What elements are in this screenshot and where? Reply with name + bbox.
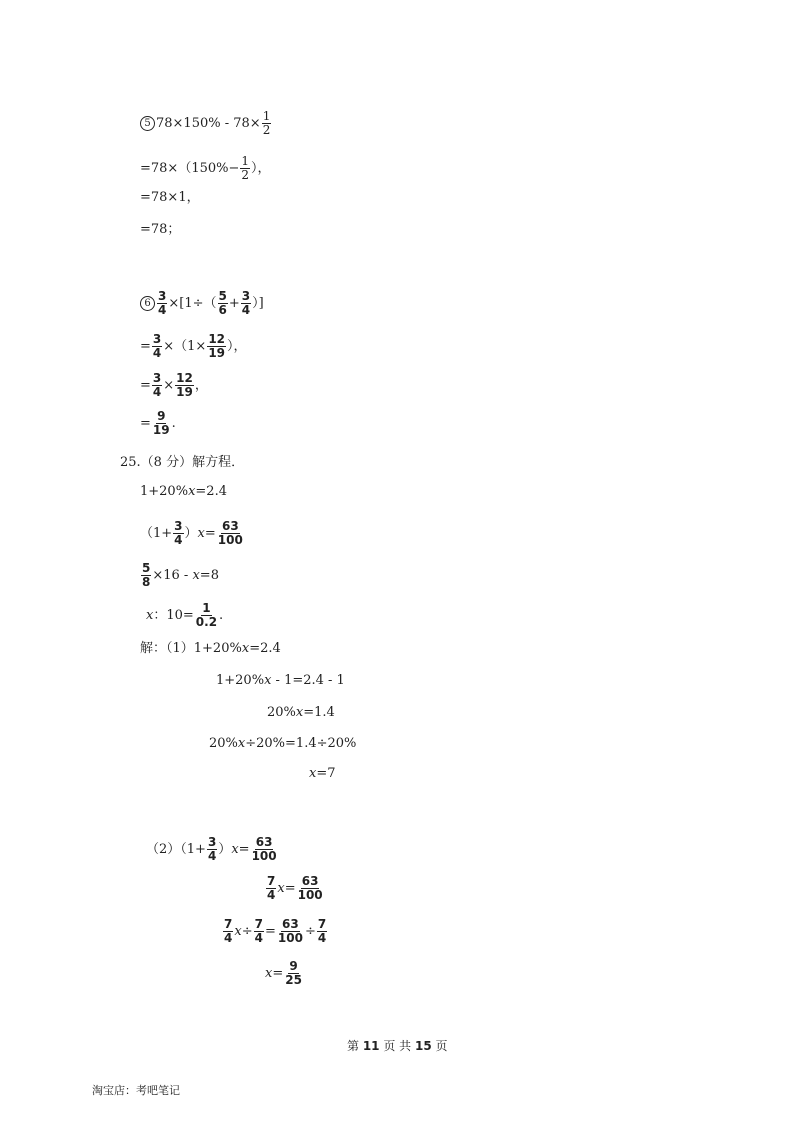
fraction: $\frac{7}{4}$ <box>317 917 327 945</box>
solution-1-line-1: 解：（1）1+20%x=2.4 <box>140 641 281 656</box>
solution-1-line-3: 20%x=1.4 <box>267 705 335 720</box>
equation-3: $\frac{5}{8}$ ×16 - x=8 <box>142 561 219 589</box>
solution-1-line-5: x=7 <box>309 766 336 781</box>
fraction: $\frac{1}{2}$ <box>262 109 271 137</box>
fraction: $\frac{7}{4}$ <box>267 874 276 902</box>
fraction: $\frac{63}{100}$ <box>217 519 243 547</box>
shop-note: 淘宝店：考吧笔记 <box>92 1084 180 1097</box>
solution-1-line-4: 20%x÷20%=1.4÷20% <box>209 736 357 751</box>
p5-line-1: 5 78×150% - 78× $\frac{1}{2}$ <box>140 110 272 137</box>
solution-1-line-2: 1+20%x - 1=2.4 - 1 <box>216 673 345 688</box>
question-25-title: 25.（8 分）解方程． <box>120 455 245 470</box>
fraction: $\frac{9}{19}$ <box>152 409 170 437</box>
circled-number-5: 5 <box>140 116 155 131</box>
solution-2-line-2: $\frac{7}{4}$ x= $\frac{63}{100}$ <box>267 874 323 902</box>
p5-line-2: =78×（150%− $\frac{1}{2}$ ）， <box>140 154 271 182</box>
page-total: 15 <box>414 1039 432 1053</box>
p6-line-1: 6 $\frac{3}{4}$ ×[1÷（ $\frac{5}{6}$ + $\frac{3}{4}$ ）] <box>140 290 264 317</box>
equation-1: 1+20%x=2.4 <box>140 484 227 499</box>
solution-2-line-4: x= $\frac{9}{25}$ <box>265 959 302 987</box>
fraction: $\frac{3}{4}$ <box>152 371 162 399</box>
fraction: $\frac{3}{4}$ <box>152 332 162 360</box>
solution-2-line-3: $\frac{7}{4}$ x÷ $\frac{7}{4}$ = $\frac{63}{100}$ ÷ $\frac{7}{4}$ <box>224 917 327 945</box>
fraction: $\frac{9}{25}$ <box>285 959 302 987</box>
p5-line-4: =78； <box>140 222 181 237</box>
fraction: $\frac{1}{0.2}$ <box>195 601 218 629</box>
fraction: $\frac{7}{4}$ <box>254 917 263 945</box>
equation-4: x：10= $\frac{1}{0.2}$ . <box>146 601 224 629</box>
equation-2: （1+ $\frac{3}{4}$ ）x= $\frac{63}{100}$ <box>140 519 243 547</box>
fraction: $\frac{3}{4}$ <box>174 519 183 547</box>
fraction: $\frac{5}{6}$ <box>218 289 227 317</box>
fraction: $\frac{63}{100}$ <box>277 917 303 945</box>
fraction: $\frac{7}{4}$ <box>224 917 233 945</box>
fraction: $\frac{12}{19}$ <box>208 332 226 360</box>
fraction: $\frac{5}{8}$ <box>142 561 151 589</box>
circled-number-6: 6 <box>140 296 155 311</box>
fraction: $\frac{63}{100}$ <box>297 874 323 902</box>
solution-2-line-1: （2）（1+ $\frac{3}{4}$ ）x= $\frac{63}{100}$ <box>146 835 277 863</box>
fraction: $\frac{3}{4}$ <box>241 289 251 317</box>
fraction: $\frac{12}{19}$ <box>176 371 193 399</box>
p6-line-2: = $\frac{3}{4}$ ×（1× $\frac{12}{19}$ ）， <box>140 332 247 360</box>
p6-line-3: = $\frac{3}{4}$ × $\frac{12}{19}$ ， <box>140 371 208 399</box>
fraction: $\frac{1}{2}$ <box>241 154 250 182</box>
page-footer: 第 11 页 共 15 页 <box>347 1039 448 1053</box>
fraction: $\frac{63}{100}$ <box>251 835 277 863</box>
p6-line-4: = $\frac{9}{19}$ . <box>140 409 176 437</box>
page-number: 11 <box>362 1039 380 1053</box>
fraction: $\frac{3}{4}$ <box>158 289 167 317</box>
fraction: $\frac{3}{4}$ <box>207 835 217 863</box>
p5-line-3: =78×1， <box>140 190 200 205</box>
